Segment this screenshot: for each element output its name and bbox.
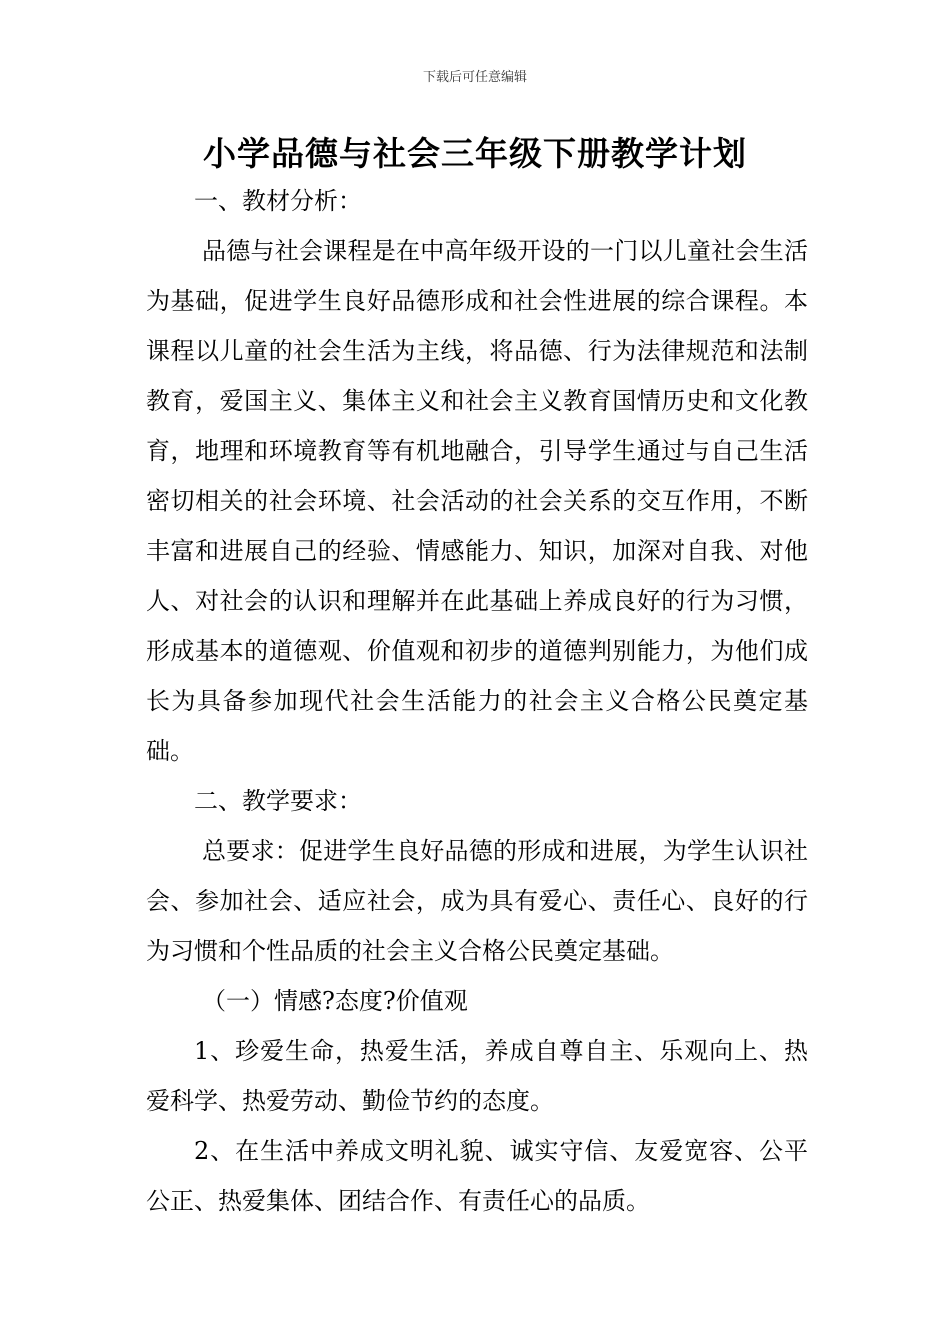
subheading-emotion-attitude-values: （一）情感?态度?价值观 [202,987,468,1015]
paragraph-textbook-analysis: 品德与社会课程是在中高年级开设的一门以儿童社会生活为基础，促进学生良好品德形成和社会性进展的综合课程。本课程以儿童的社会生活为主线，将品德、行为法律规范和法制教育，爱国主义、集体主义和社会主义教育国情历史和文化教育，地理和环境教育等有机地融合，引导学生通过与自己生活密切相关的社会环境、社会活动的社会关系的交互作用，不断丰富和进展自己的经验、情感能力、知识，加深对自我、对他人、对社会的认识和理解并在此基础上养成良好的行为习惯，形成基本的道德观、价值观和初步的道德判别能力，为他们成长为具备参加现代社会生活能力的社会主义合格公民奠定基础。 [146,237,808,765]
document-title: 小学品德与社会三年级下册教学计划 [203,134,747,173]
list-item: 2、在生活中养成文明礼貌、诚实守信、友爱宽容、公平公正、热爱集体、团结合作、有责任心的品质。 [146,1137,808,1215]
section-heading-textbook-analysis: 一、教材分析： [194,187,362,215]
document-body [146,176,808,1226]
section-heading-teaching-requirements: 二、教学要求： [194,787,362,815]
header-note: 下载后可任意编辑 [422,70,527,85]
list-item: 1、珍爱生命，热爱生活，养成自尊自主、乐观向上、热爱科学、热爱劳动、勤俭节约的态度。 [146,1037,808,1115]
paragraph-general-requirement: 总要求：促进学生良好品德的形成和进展，为学生认识社会、参加社会、适应社会，成为具有爱心、责任心、良好的行为习惯和个性品质的社会主义合格公民奠定基础。 [146,837,808,965]
